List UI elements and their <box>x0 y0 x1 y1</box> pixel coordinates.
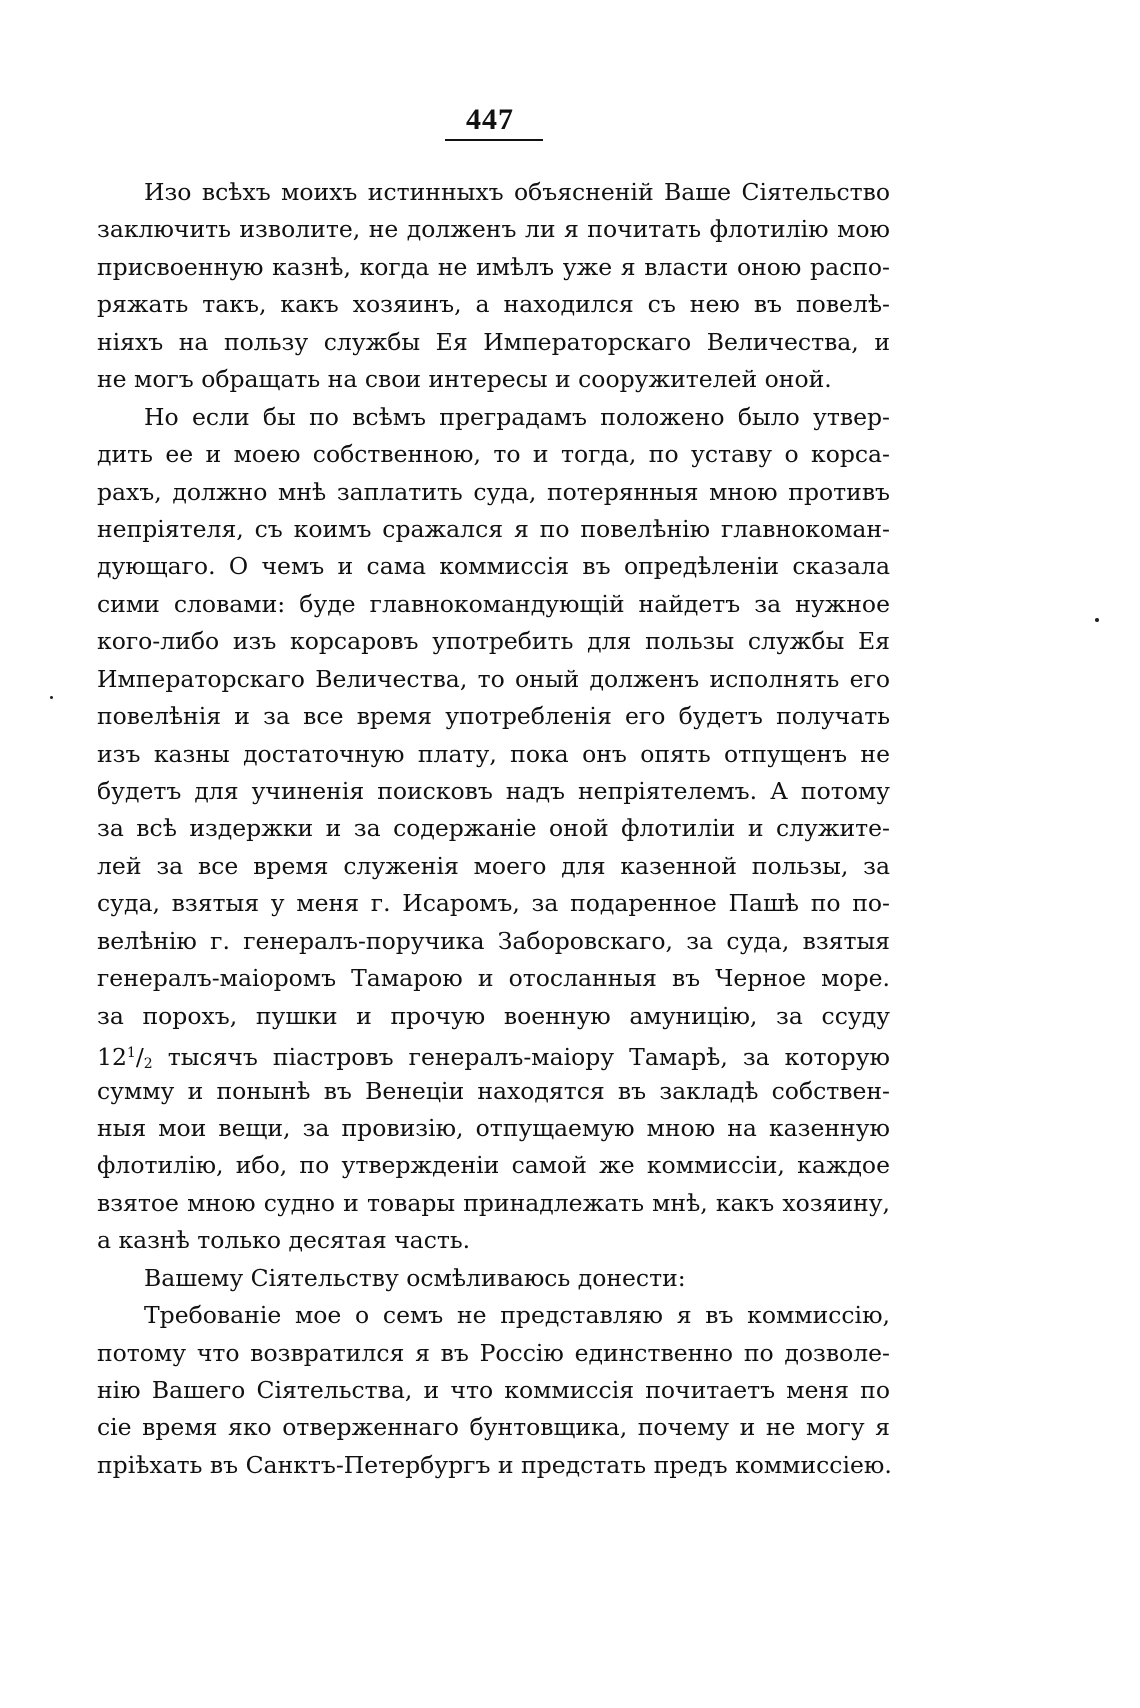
text-line: пріѣхать въ Санктъ-Петербургъ и предстать предъ коммиссіею. <box>97 1450 892 1479</box>
text-line: взятое мною судно и товары принадлежать мнѣ, какъ хозяину, <box>97 1188 890 1217</box>
page-number-rule <box>445 139 543 141</box>
fraction: $12^1/_2$ <box>97 1043 153 1073</box>
text-line: а казнѣ только десятая часть. <box>97 1226 471 1255</box>
text-line: лей за все время служенія моего для казенной пользы, за <box>97 851 890 880</box>
text-line: Требованіе мое о семъ не представляю я въ коммиссію, <box>144 1301 890 1330</box>
text-line: генералъ-маіоромъ Тамарою и отосланныя въ Черное море. <box>97 964 890 993</box>
text-line: сумму и понынѣ въ Венеціи находятся въ закладѣ собствен- <box>97 1076 890 1105</box>
text-line: флотилію, ибо, по утвержденіи самой же коммиссіи, каждое <box>97 1151 890 1180</box>
text-line: Вашему Сіятельству осмѣливаюсь донести: <box>144 1263 686 1292</box>
fraction-whole: 12 <box>97 1043 127 1072</box>
text-line: присвоенную казнѣ, когда не имѣлъ уже я власти оною распо- <box>97 252 890 281</box>
text-line: будетъ для учиненія поисковъ надъ непріятелемъ. А потому <box>97 777 890 805</box>
text-line: Но если бы по всѣмъ преградамъ положено было утвер- <box>144 402 890 431</box>
paragraph-1 <box>97 174 890 399</box>
text-line: за порохъ, пушки и прочую военную амуницію, за ссуду <box>97 1001 890 1030</box>
text-line: нію Вашего Сіятельства, и что коммиссія почитаетъ меня по <box>97 1376 890 1404</box>
document-body <box>97 174 890 1484</box>
text-line: непріятеля, съ коимъ сражался я по повелѣнію главнокоман- <box>97 514 890 543</box>
text-line: дующаго. О чемъ и сама коммиссія въ опредѣленіи сказала <box>97 552 890 581</box>
scan-speck <box>1095 618 1099 622</box>
text-line: Изо всѣхъ моихъ истинныхъ объясненій Ваше Сіятельство <box>144 178 890 206</box>
text-line: дить ее и моею собственною, то и тогда, по уставу о корса- <box>97 440 890 469</box>
text-line: за всѣ издержки и за содержаніе оной флотиліи и служите- <box>97 814 890 843</box>
text-line: велѣнію г. генералъ-поручика Заборовскаго, за суда, взятыя <box>97 926 890 955</box>
text-line: потому что возвратился я въ Россію единственно по дозволе- <box>97 1338 890 1367</box>
page-number: 447 <box>466 103 514 136</box>
paragraph-2 <box>97 399 890 1260</box>
text-line: Императорскаго Величества, то оный долженъ исполнять его <box>97 664 890 693</box>
text-line: кого-либо изъ корсаровъ употребить для пользы службы Ея <box>97 627 890 656</box>
text-line: суда, взятыя у меня г. Исаромъ, за подаренное Пашѣ по по- <box>97 889 890 918</box>
scan-speck <box>50 696 53 699</box>
text-line: рахъ, должно мнѣ заплатить суда, потерянныя мною противъ <box>97 477 890 506</box>
fraction-denominator: 2 <box>143 1056 153 1073</box>
fraction-numerator: 1 <box>126 1045 136 1062</box>
text-line: не могъ обращать на свои интересы и сооружителей оной. <box>97 365 832 394</box>
text-line: сіе время яко отверженнаго бунтовщика, почему и не могу я <box>97 1413 890 1442</box>
text-line: ряжать такъ, какъ хозяинъ, а находился съ нею въ повелѣ- <box>97 290 890 319</box>
text-line: повелѣнія и за все время употребленія его будетъ получать <box>97 702 890 731</box>
paragraph-3 <box>97 1260 890 1297</box>
text-line: сими словами: буде главнокомандующій найдетъ за нужное <box>97 589 890 618</box>
text-line: заключить изволите, не долженъ ли я почитать флотилію мою <box>97 215 890 244</box>
text-line: ніяхъ на пользу службы Ея Императорскаго Величества, и <box>97 327 890 356</box>
text-line-rest: тысячъ піастровъ генералъ-маіору Тамарѣ, за которую <box>167 1043 890 1072</box>
text-line: изъ казны достаточную плату, пока онъ опять отпущенъ не <box>97 739 890 768</box>
text-line-with-fraction <box>97 1035 890 1072</box>
text-line: ныя мои вещи, за провизію, отпущаемую мною на казенную <box>97 1113 890 1142</box>
paragraph-4 <box>97 1297 890 1484</box>
